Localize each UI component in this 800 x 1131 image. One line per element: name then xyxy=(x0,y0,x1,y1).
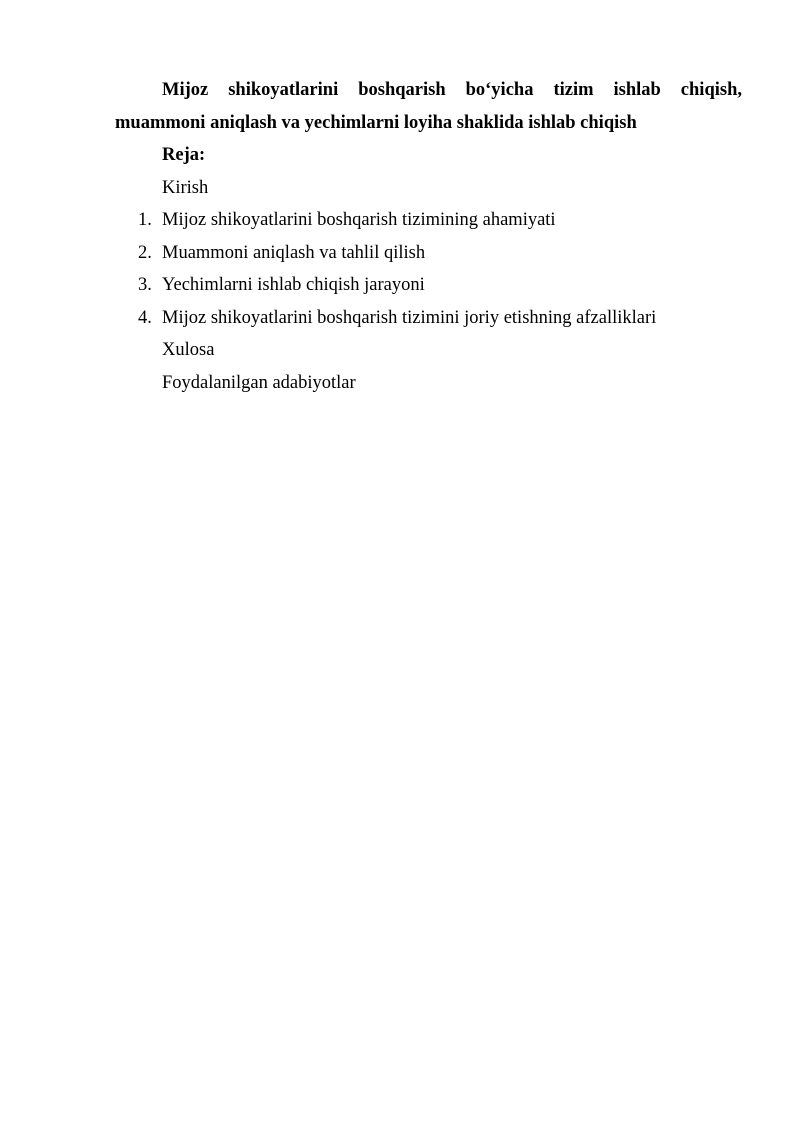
document-content xyxy=(115,74,742,399)
list-item-number: 3. xyxy=(138,275,152,295)
list-item xyxy=(115,204,742,237)
title-line-1: Mijoz shikoyatlarini boshqarish bo‘yicha tizim ishlab chiqish, xyxy=(162,80,742,100)
list-item-text: Mijoz shikoyatlarini boshqarish tizimini joriy etishning afzalliklari xyxy=(162,307,657,328)
list-item xyxy=(115,237,742,270)
plan-heading: Reja: xyxy=(162,145,206,165)
title-line-2: muammoni aniqlash va yechimlarni loyiha shaklida ishlab chiqish xyxy=(115,112,637,133)
list-item-number: 1. xyxy=(138,210,152,230)
document-title xyxy=(115,74,742,139)
list-item-number: 2. xyxy=(138,242,152,263)
list-item-text: Mijoz shikoyatlarini boshqarish tizimining ahamiyati xyxy=(162,210,556,230)
list-item xyxy=(115,302,742,335)
plan-references: Foydalanilgan adabiyotlar xyxy=(162,372,356,393)
plan-list xyxy=(115,204,742,334)
plan-conclusion: Xulosa xyxy=(162,340,215,360)
plan-intro: Kirish xyxy=(162,177,209,198)
list-item xyxy=(115,269,742,302)
list-item-text: Yechimlarni ishlab chiqish jarayoni xyxy=(162,275,425,295)
list-item-number: 4. xyxy=(138,307,152,328)
list-item-text: Muammoni aniqlash va tahlil qilish xyxy=(162,242,426,263)
